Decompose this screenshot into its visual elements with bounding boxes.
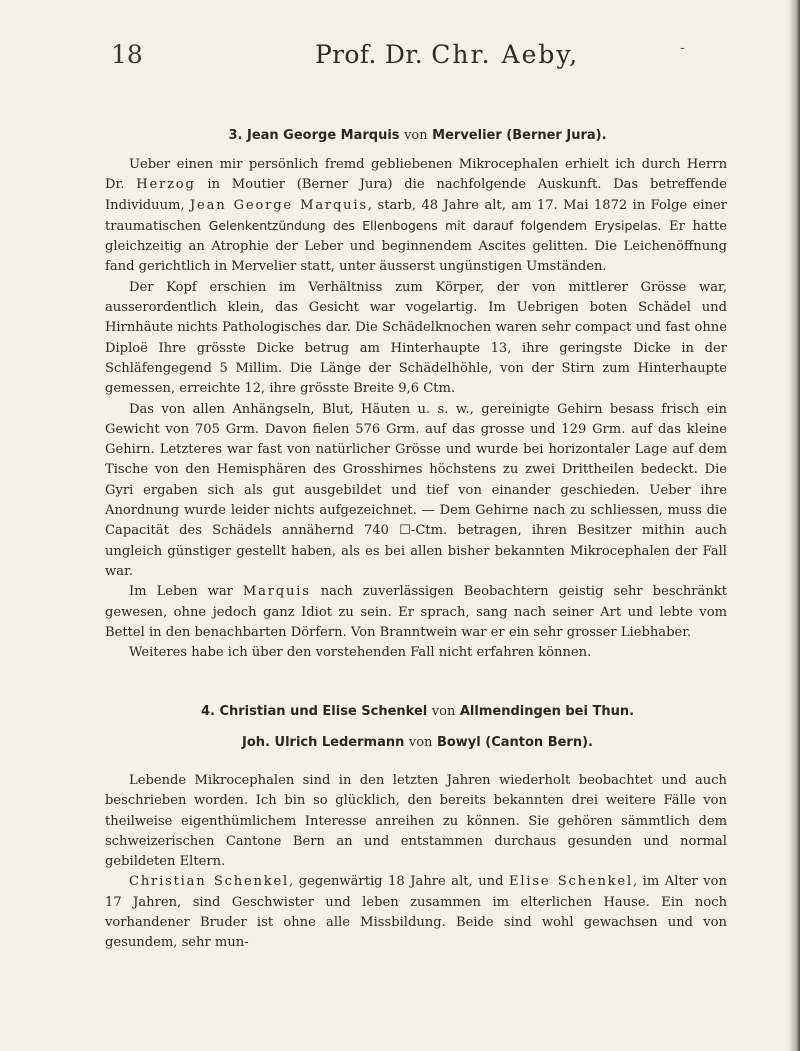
section-3-paragraph-5: Weiteres habe ich über den vorstehenden Fall nicht erfahren können. [129,645,592,661]
author-name: Chr. Aeby, [431,40,580,69]
section-3-heading-a: 3. Jean George Marquis [228,128,405,143]
person-name: Herzog [136,177,196,193]
section-4-subheading-von: von [408,735,433,750]
running-title [315,40,579,69]
text-run: Im Leben war [129,584,243,600]
text-run: in Moutier (Berner Jura) die nachfolgende Auskunft. Das betreffende Individuum, [105,177,727,213]
section-4-heading-a: 4. Christian und Elise Schenkel [200,704,432,719]
person-name: Jean George Marquis [190,197,368,213]
section-4-heading-von: von [431,704,456,719]
person-name: Elise Schenkel [509,874,633,890]
corner-mark: - [680,40,685,56]
text-run: , starb, 48 Jahre alt, am 17. Mai 1872 in Folge einer traumatischen [105,197,728,234]
section-3-body [105,155,727,663]
page-number: 18 [111,40,143,69]
author-prefix: Prof. Dr. [315,40,432,69]
text-run: Das von allen Anhängseln, Blut, Häuten u. s. w., gereinigte Gehirn besass frisch ein Gewicht von 705 Grm. Davon fielen 576 Grm. auf das grosse und 129 Grm. auf das kleine Gehirn. Letzteres war fast von natürlicher Grösse und wurde bei horizontaler Lage auf dem Tische von den Hemisphären des Grosshirnes höchstens zu zwei Drittheilen bedeckt. Die Gyri ergaben sich als gut ausgebildet und tief von einander geschieden. Ueber ihre Anordnung wurde leider nichts aufgezeichnet. — Dem Gehirne nach zu schliessen, muss die Capacität des Schädels annähernd 740 [105,401,727,539]
section-4-heading-b: Allmendingen bei Thun. [455,704,635,719]
section-4-paragraph-2 [105,872,727,953]
running-head [60,40,775,80]
person-name: Marquis [242,584,311,600]
section-4-subheading [60,735,775,750]
page-edge-shadow [788,0,800,1051]
person-name: Christian Schenkel [129,874,290,890]
section-3-heading-von: von [404,128,428,143]
section-4-heading [60,704,775,719]
section-4-body [105,771,727,954]
section-3-paragraph-1 [105,155,727,278]
section-3-paragraph-2: Der Kopf erschien im Verhältniss zum Körper, der von mittlerer Grösse war, ausserordentlich klein, das Gesicht war vogelartig. Im Uebrigen boten Schädel und Hirnhäute nichts Pathologisches dar. Die Schädelknochen waren sehr compact und fast ohne Diploë Ihre grösste Dicke betrug am Hinterhaupte 13, ihre geringste Dicke in der Schläfengegend 5 Millim. Die Länge der Schädelhöhle, von der Stirn zum Hinterhaupte gemessen, erreichte 12, ihre grösste Breite 9,6 Ctm. [105,279,727,397]
section-4-paragraph-1: Lebende Mikrocephalen sind in den letzten Jahren wiederholt beobachtet und auch beschrieben worden. Ich bin so glücklich, den bereits bekannten drei weitere Fälle von theilweise eigenthümlichem Interesse anreihen zu können. Sie gehören sämmtlich dem schweizerischen Cantone Bern an und entstammen durchaus gesunden und normal gebildeten Eltern. [105,773,727,870]
text-run: , gegenwärtig 18 Jahre alt, und [289,874,510,890]
text-run: Er hatte gleichzeitig an Atrophie der Leber und beginnendem Ascites gelitten. Die Leichenöffnung fand gerichtlich in Mervelier statt, unter äusserst ungünstigen Umständen. [105,218,727,275]
text-run: Gelenkentzündung des Ellenbogens mit darauf folgendem Erysipelas. [208,217,662,233]
text-run: Ueber einen mir persönlich fremd gebliebenen Mikrocephalen erhielt ich durch Herrn Dr. [105,157,727,193]
unit-symbol: ☐-Ctm. [399,523,448,539]
text-run: nach zuverlässigen Beobachtern geistig sehr beschränkt gewesen, ohne jedoch ganz Idiot zu sein. Er sprach, sang nach seiner Art und lebte vom Bettel in den benachbarten Dörfern. Von Branntwein war er ein sehr grosser Liebhaber. [105,584,727,640]
section-3-heading-b: Mervelier (Berner Jura). [427,128,607,143]
section-3-paragraph-3 [105,400,727,583]
text-run: betragen, ihren Besitzer mithin auch ungleich günstiger gestellt haben, als es bei allen bisher bekannten Mikrocephalen der Fall war. [105,523,727,579]
section-4-subheading-a: Joh. Ulrich Ledermann [242,735,409,750]
section-3-paragraph-4 [105,582,727,643]
section-4-subheading-b: Bowyl (Canton Bern). [432,735,593,750]
section-3-heading [60,128,775,143]
text-run: , im Alter von 17 Jahren, sind Geschwister und leben zusammen im elterlichen Hause. Ein noch vorhandener Bruder ist ohne alle Missbildung. Beide sind wohl gewachsen und von gesundem, sehr mun- [105,874,727,951]
